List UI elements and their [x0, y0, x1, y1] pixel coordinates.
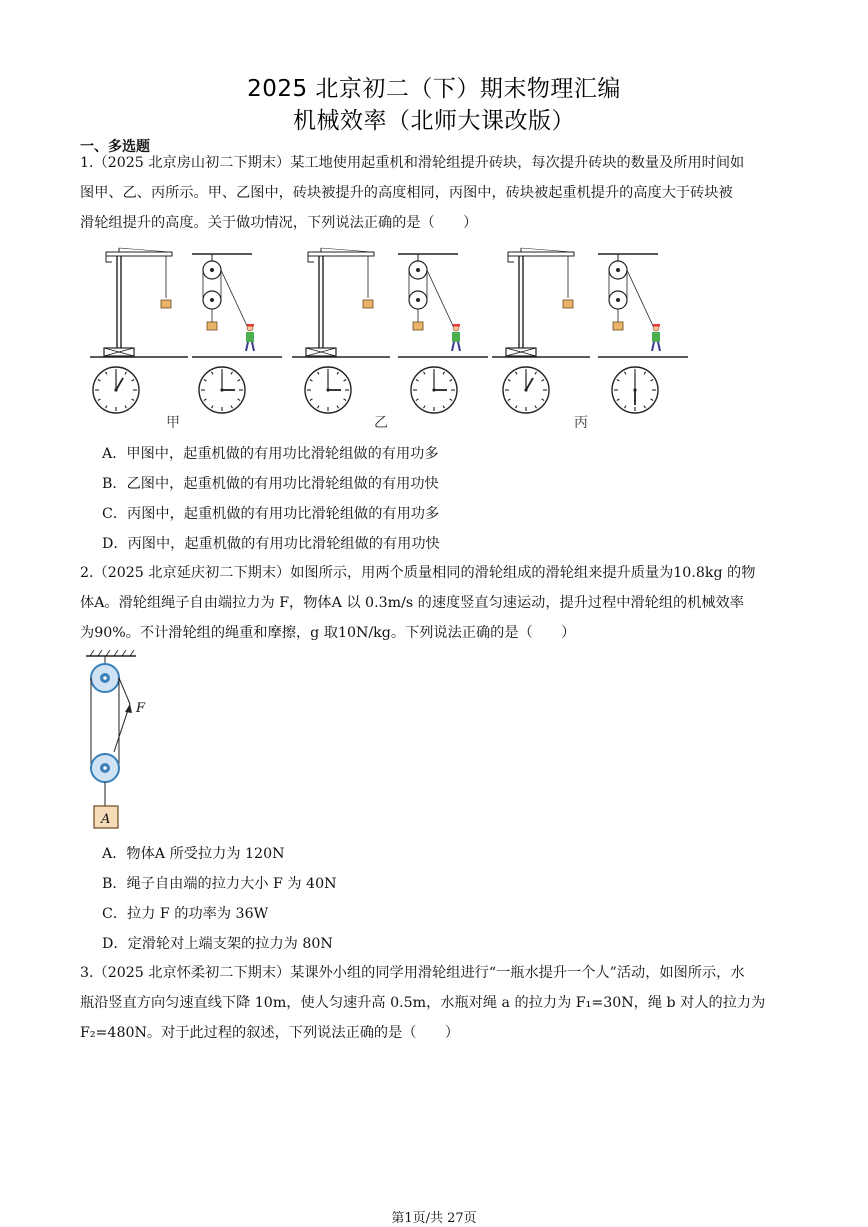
question-3-line-1: 3.（2025 北京怀柔初二下期末）某课外小组的同学用滑轮组进行“一瓶水提升一个人”活动，如图所示，水: [80, 965, 745, 981]
crane-panel-bing: [492, 248, 590, 357]
clock-icon: [503, 367, 549, 413]
figure-label-bing: 丙: [574, 415, 588, 431]
pulley-panel-jia: [192, 254, 282, 357]
question-2-figure: [84, 648, 164, 833]
question-1-line-1: 1.（2025 北京房山初二下期末）某工地使用起重机和滑轮组提升砖块，每次提升砖块的数量及所用时间如: [80, 155, 745, 171]
crane-panel-yi: [292, 248, 390, 357]
question-2-line-1: 2.（2025 北京延庆初二下期末）如图所示，用两个质量相同的滑轮组成的滑轮组来提升质量为10.8kg 的物: [80, 565, 756, 581]
question-3-line-3: F₂=480N。对于此过程的叙述，下列说法正确的是（ ）: [80, 1025, 460, 1041]
question-1-option-a: A．甲图中，起重机做的有用功比滑轮组做的有用功多: [102, 446, 439, 462]
force-label: F: [136, 701, 146, 716]
page-footer: 第1页/共 27页: [391, 1211, 477, 1226]
page-subtitle: 机械效率（北师大课改版）: [293, 108, 575, 134]
question-2-option-a: A．物体A 所受拉力为 120N: [102, 846, 285, 862]
question-1-option-d: D．丙图中，起重机做的有用功比滑轮组做的有用功快: [102, 536, 440, 552]
clock-icon: [199, 367, 245, 413]
block-label: A: [101, 812, 111, 827]
figure-label-yi: 乙: [374, 415, 388, 431]
page-title: 2025 北京初二（下）期末物理汇编: [247, 76, 621, 102]
pulley-panel-yi: [398, 254, 488, 357]
question-3-line-2: 瓶沿竖直方向匀速直线下降 10m，使人匀速升高 0.5m，水瓶对绳 a 的拉力为 F₁=30N，绳 b 对人的拉力为: [80, 995, 766, 1011]
clock-icon: [93, 367, 139, 413]
question-2-line-2: 体A。滑轮组绳子自由端拉力为 F，物体A 以 0.3m/s 的速度竖直匀速运动，提升过程中滑轮组的机械效率: [80, 595, 744, 611]
clock-icon: [612, 367, 658, 413]
crane-panel-jia: [90, 248, 188, 357]
pulley-panel-bing: [598, 254, 688, 357]
question-2-line-3: 为90%。不计滑轮组的绳重和摩擦，g 取10N/kg。下列说法正确的是（ ）: [80, 625, 576, 641]
question-1-line-2: 图甲、乙、丙所示。甲、乙图中，砖块被提升的高度相同，丙图中，砖块被起重机提升的高度大于砖块被: [80, 185, 733, 201]
figure-label-jia: 甲: [166, 415, 180, 431]
question-2-option-c: C．拉力 F 的功率为 36W: [102, 906, 269, 922]
question-2-option-b: B．绳子自由端的拉力大小 F 为 40N: [102, 876, 337, 892]
question-1-option-c: C．丙图中，起重机做的有用功比滑轮组做的有用功多: [102, 506, 440, 522]
clock-icon: [305, 367, 351, 413]
question-2-option-d: D．定滑轮对上端支架的拉力为 80N: [102, 936, 333, 952]
clock-icon: [411, 367, 457, 413]
question-1-option-b: B．乙图中，起重机做的有用功比滑轮组做的有用功快: [102, 476, 439, 492]
section-heading: 一、多选题: [80, 139, 150, 155]
question-1-line-3: 滑轮组提升的高度。关于做功情况，下列说法正确的是（ ）: [80, 215, 478, 231]
question-1-figure: [80, 244, 680, 434]
